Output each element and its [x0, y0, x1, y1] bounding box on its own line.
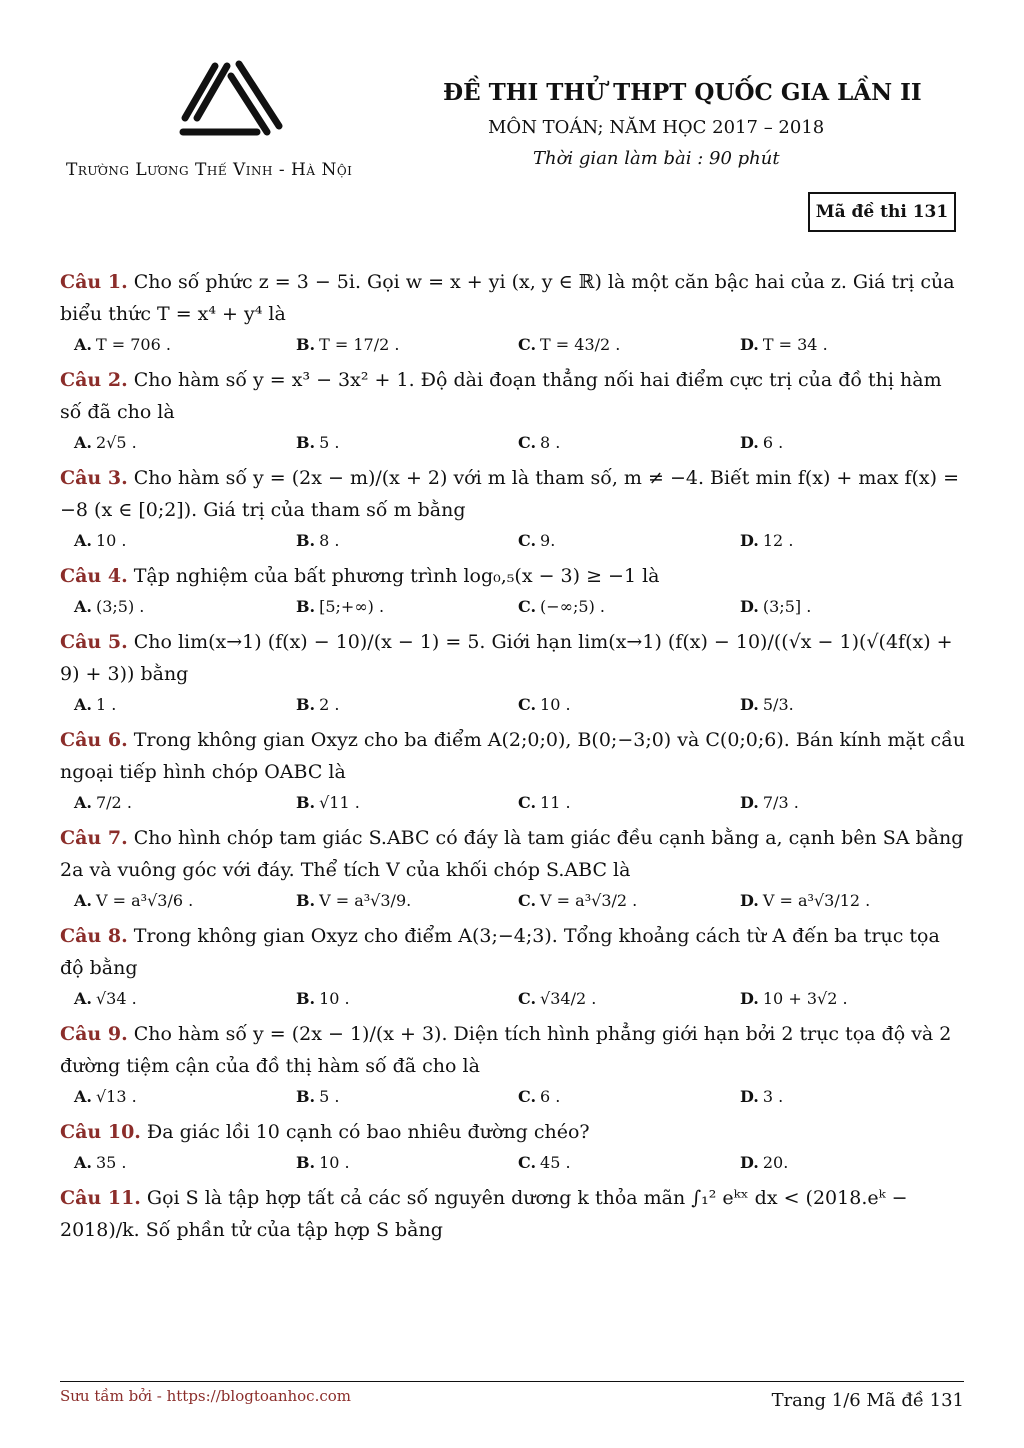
question-stem: [60, 1182, 966, 1246]
option-value: 9.: [540, 531, 556, 550]
option-value: √13 .: [95, 1087, 137, 1106]
answer-option: [296, 690, 518, 720]
question-text: Cho lim(x→1) (f(x) − 10)/(x − 1) = 5. Giới hạn lim(x→1) (f(x) − 10)/((√x − 1)(√(4f(x) + 9) + 3)) bằng: [60, 631, 953, 685]
question-stem: [60, 364, 966, 428]
option-value: V = a³√3/9.: [319, 891, 412, 910]
question-stem: [60, 462, 966, 526]
option-letter: A.: [74, 531, 92, 550]
option-letter: D.: [740, 793, 759, 812]
option-value: T = 43/2 .: [540, 335, 621, 354]
option-letter: A.: [74, 597, 92, 616]
option-letter: C.: [518, 891, 537, 910]
answer-options: [74, 592, 966, 622]
option-value: [5;+∞) .: [319, 597, 385, 616]
school-name: Trường Lương Thế Vinh - Hà Nội: [66, 160, 353, 180]
option-value: 10 .: [95, 531, 127, 550]
option-value: 1 .: [95, 695, 117, 714]
option-value: T = 17/2 .: [319, 335, 400, 354]
question-label: Câu 9.: [60, 1023, 128, 1045]
option-value: (−∞;5) .: [540, 597, 605, 616]
question-text: Đa giác lồi 10 cạnh có bao nhiêu đường chéo?: [146, 1121, 590, 1143]
option-value: 10 .: [319, 1153, 350, 1172]
option-value: √34 .: [95, 989, 137, 1008]
answer-option: [74, 330, 296, 360]
option-letter: A.: [74, 891, 92, 910]
option-letter: B.: [296, 891, 316, 910]
answer-option: [518, 1082, 740, 1112]
option-letter: C.: [518, 1153, 537, 1172]
answer-option: [74, 886, 296, 916]
option-letter: B.: [296, 989, 316, 1008]
option-value: V = a³√3/6 .: [95, 891, 194, 910]
option-value: 10 .: [540, 695, 571, 714]
answer-options: [74, 1082, 966, 1112]
question-text: Trong không gian Oxyz cho điểm A(3;−4;3). Tổng khoảng cách từ A đến ba trục tọa độ bằng: [60, 925, 940, 979]
answer-option: [740, 330, 962, 360]
answer-option: [296, 984, 518, 1014]
question-11: [60, 1182, 966, 1246]
question-text: Tập nghiệm của bất phương trình log₀,₅(x − 3) ≥ −1 là: [133, 565, 660, 587]
option-letter: B.: [296, 793, 316, 812]
question-text: Cho hàm số y = x³ − 3x² + 1. Độ dài đoạn thẳng nối hai điểm cực trị của đồ thị hàm số đã cho là: [60, 369, 942, 423]
option-letter: B.: [296, 1153, 316, 1172]
footer-source: Sưu tầm bởi - https://blogtoanhoc.com: [60, 1387, 351, 1405]
answer-option: [740, 1148, 962, 1178]
option-value: √11 .: [319, 793, 360, 812]
answer-option: [740, 526, 962, 556]
answer-option: [518, 526, 740, 556]
question-3: [60, 462, 966, 556]
option-letter: A.: [74, 1087, 92, 1106]
answer-options: [74, 984, 966, 1014]
answer-option: [74, 526, 296, 556]
answer-options: [74, 788, 966, 818]
question-text: Trong không gian Oxyz cho ba điểm A(2;0;0), B(0;−3;0) và C(0;0;6). Bán kính mặt cầu ngoại tiếp hình chóp OABC là: [60, 729, 966, 783]
answer-option: [296, 592, 518, 622]
question-label: Câu 7.: [60, 827, 128, 849]
option-letter: C.: [518, 531, 537, 550]
exam-subtitle: MÔN TOÁN; NĂM HỌC 2017 – 2018: [488, 117, 825, 138]
answer-options: [74, 1148, 966, 1178]
option-value: 6 .: [540, 1087, 561, 1106]
page-header: [0, 0, 1024, 250]
question-5: [60, 626, 966, 720]
option-value: 12 .: [762, 531, 794, 550]
question-4: [60, 560, 966, 622]
answer-option: [74, 1148, 296, 1178]
question-10: [60, 1116, 966, 1178]
answer-option: [740, 1082, 962, 1112]
option-value: 8 .: [540, 433, 561, 452]
answer-options: [74, 428, 966, 458]
option-letter: C.: [518, 1087, 537, 1106]
question-stem: [60, 626, 966, 690]
option-letter: C.: [518, 433, 537, 452]
question-1: [60, 266, 966, 360]
question-label: Câu 4.: [60, 565, 128, 587]
answer-option: [518, 1148, 740, 1178]
question-stem: [60, 266, 966, 330]
option-value: V = a³√3/2 .: [540, 891, 638, 910]
question-label: Câu 6.: [60, 729, 128, 751]
answer-option: [296, 1148, 518, 1178]
option-letter: B.: [296, 335, 316, 354]
answer-option: [74, 788, 296, 818]
question-stem: [60, 1116, 966, 1148]
option-letter: D.: [740, 989, 759, 1008]
option-value: 5 .: [319, 1087, 340, 1106]
answer-option: [518, 886, 740, 916]
exam-title: ĐỀ THI THỬ THPT QUỐC GIA LẦN II: [443, 79, 922, 106]
option-value: 5 .: [319, 433, 340, 452]
answer-option: [296, 788, 518, 818]
question-label: Câu 8.: [60, 925, 128, 947]
option-letter: A.: [74, 335, 92, 354]
option-value: 8 .: [319, 531, 340, 550]
option-letter: A.: [74, 1153, 92, 1172]
answer-option: [740, 690, 962, 720]
option-letter: C.: [518, 989, 537, 1008]
question-label: Câu 5.: [60, 631, 128, 653]
question-text: Cho hàm số y = (2x − 1)/(x + 3). Diện tích hình phẳng giới hạn bởi 2 trục tọa độ và 2 đường tiệm cận của đồ thị hàm số đã cho là: [60, 1023, 952, 1077]
option-letter: D.: [740, 335, 759, 354]
answer-option: [740, 788, 962, 818]
option-value: 10 + 3√2 .: [762, 989, 848, 1008]
option-value: T = 34 .: [762, 335, 828, 354]
footer-page-number: Trang 1/6 Mã đề 131: [771, 1390, 964, 1411]
option-letter: D.: [740, 597, 759, 616]
question-text: Cho hàm số y = (2x − m)/(x + 2) với m là tham số, m ≠ −4. Biết min f(x) + max f(x) = −8 (x ∈ [0;2]). Giá trị của tham số m bằng: [60, 467, 960, 521]
option-value: 7/3 .: [762, 793, 799, 812]
exam-code-box: Mã đề thi 131: [808, 192, 956, 232]
option-letter: C.: [518, 335, 537, 354]
option-value: V = a³√3/12 .: [762, 891, 871, 910]
exam-duration: Thời gian làm bài : 90 phút: [533, 148, 780, 169]
option-letter: D.: [740, 433, 759, 452]
answer-option: [518, 690, 740, 720]
option-value: 20.: [762, 1153, 789, 1172]
option-value: 2√5 .: [95, 433, 137, 452]
option-value: 7/2 .: [95, 793, 132, 812]
answer-option: [74, 690, 296, 720]
option-value: 5/3.: [762, 695, 794, 714]
question-stem: [60, 822, 966, 886]
option-letter: A.: [74, 793, 92, 812]
answer-option: [296, 330, 518, 360]
answer-options: [74, 886, 966, 916]
answer-option: [74, 984, 296, 1014]
question-8: [60, 920, 966, 1014]
option-value: √34/2 .: [540, 989, 597, 1008]
option-value: 6 .: [762, 433, 784, 452]
answer-options: [74, 526, 966, 556]
answer-options: [74, 690, 966, 720]
question-stem: [60, 724, 966, 788]
answer-option: [74, 428, 296, 458]
option-letter: D.: [740, 695, 759, 714]
option-letter: B.: [296, 531, 316, 550]
answer-option: [518, 788, 740, 818]
question-label: Câu 3.: [60, 467, 128, 489]
option-letter: D.: [740, 1153, 759, 1172]
question-9: [60, 1018, 966, 1112]
answer-option: [74, 1082, 296, 1112]
option-letter: B.: [296, 1087, 316, 1106]
question-6: [60, 724, 966, 818]
school-logo-icon: [175, 60, 287, 138]
question-7: [60, 822, 966, 916]
answer-option: [518, 330, 740, 360]
option-value: 45 .: [540, 1153, 571, 1172]
footer-divider: [60, 1381, 964, 1382]
option-value: (3;5) .: [95, 597, 145, 616]
option-letter: A.: [74, 989, 92, 1008]
option-letter: B.: [296, 597, 316, 616]
question-text: Gọi S là tập hợp tất cả các số nguyên dương k thỏa mãn ∫₁² eᵏˣ dx < (2018.eᵏ − 2018)/k. Số phần tử của tập hợp S bằng: [60, 1187, 908, 1241]
question-label: Câu 11.: [60, 1187, 141, 1209]
option-letter: B.: [296, 695, 316, 714]
option-letter: D.: [740, 1087, 759, 1106]
option-letter: D.: [740, 531, 759, 550]
option-letter: D.: [740, 891, 759, 910]
question-stem: [60, 1018, 966, 1082]
question-label: Câu 2.: [60, 369, 128, 391]
option-letter: C.: [518, 695, 537, 714]
question-text: Cho hình chóp tam giác S.ABC có đáy là tam giác đều cạnh bằng a, cạnh bên SA bằng 2a và vuông góc với đáy. Thể tích V của khối chóp S.ABC là: [60, 827, 964, 881]
option-letter: C.: [518, 597, 537, 616]
answer-option: [296, 526, 518, 556]
answer-option: [296, 886, 518, 916]
answer-option: [518, 428, 740, 458]
option-letter: A.: [74, 695, 92, 714]
answer-options: [74, 330, 966, 360]
question-stem: [60, 920, 966, 984]
answer-option: [740, 886, 962, 916]
answer-option: [296, 428, 518, 458]
option-value: 3 .: [762, 1087, 784, 1106]
option-letter: A.: [74, 433, 92, 452]
answer-option: [296, 1082, 518, 1112]
question-label: Câu 1.: [60, 271, 128, 293]
question-label: Câu 10.: [60, 1121, 141, 1143]
answer-option: [740, 592, 962, 622]
option-value: 10 .: [319, 989, 350, 1008]
answer-option: [518, 592, 740, 622]
option-value: 35 .: [95, 1153, 127, 1172]
answer-option: [740, 984, 962, 1014]
option-value: 2 .: [319, 695, 340, 714]
answer-option: [518, 984, 740, 1014]
option-value: (3;5] .: [762, 597, 812, 616]
question-text: Cho số phức z = 3 − 5i. Gọi w = x + yi (x, y ∈ ℝ) là một căn bậc hai của z. Giá trị của biểu thức T = x⁴ + y⁴ là: [60, 271, 955, 325]
option-value: T = 706 .: [95, 335, 171, 354]
answer-option: [740, 428, 962, 458]
question-stem: [60, 560, 966, 592]
option-letter: B.: [296, 433, 316, 452]
answer-option: [74, 592, 296, 622]
option-letter: C.: [518, 793, 537, 812]
option-value: 11 .: [540, 793, 571, 812]
question-2: [60, 364, 966, 458]
question-list: [60, 266, 966, 1250]
